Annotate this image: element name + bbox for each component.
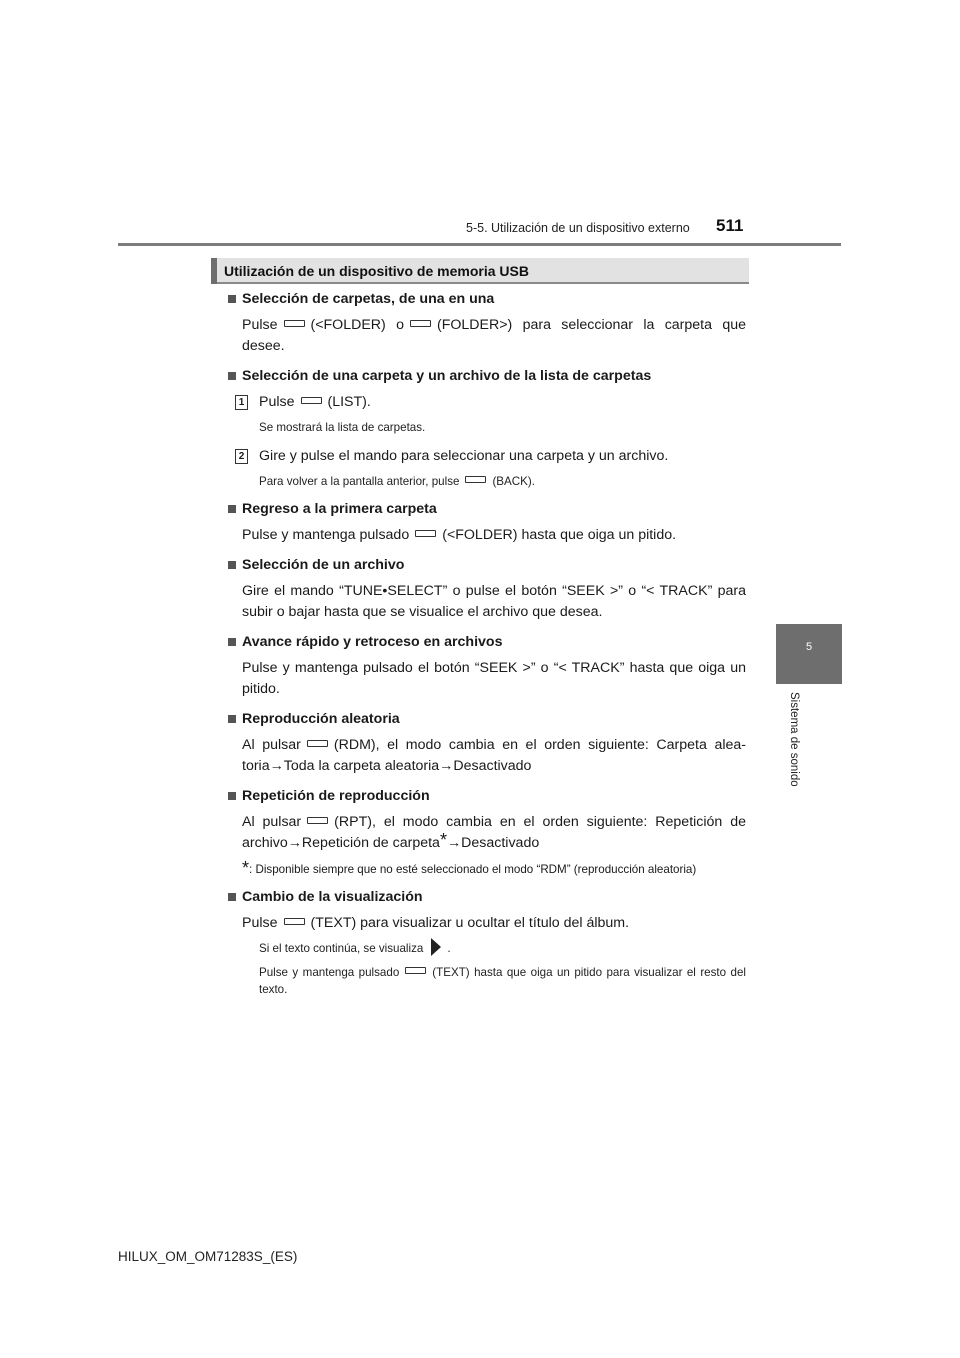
display-note: Pulse y mantenga pulsado (TEXT) hasta que oiga un pitido para visualizar el resto del texto. (259, 966, 746, 996)
button-icon (307, 740, 328, 747)
square-bullet-icon (228, 295, 236, 303)
footnote: *: Disponible siempre que no esté seleccionado el modo “RDM” (reproducción aleatoria) (242, 858, 697, 878)
paragraph: Al pulsar (RDM), el modo cambia en el orden siguiente: Carpeta alea-toria→Toda la carpeta aleatoria→Desactivado (242, 737, 747, 774)
button-icon (410, 320, 431, 327)
heading-random: Reproducción aleatoria (228, 709, 746, 730)
button-icon (284, 320, 305, 327)
heading-first-folder: Regreso a la primera carpeta (228, 499, 746, 520)
section-title: 5-5. Utilización de un dispositivo externo (466, 221, 690, 235)
document-code: HILUX_OM_OM71283S_(ES) (118, 1249, 298, 1264)
step-1: 1 Pulse (LIST). (228, 392, 746, 413)
square-bullet-icon (228, 792, 236, 800)
paragraph: Pulse (TEXT) para visualizar u ocultar el título del álbum. (242, 915, 630, 931)
banner-title: Utilización de un dispositivo de memoria USB (224, 263, 529, 279)
square-bullet-icon (228, 715, 236, 723)
button-icon (465, 476, 486, 483)
paragraph: Gire el mando “TUNE•SELECT” o pulse el botón “SEEK >” o “< TRACK” para subir o bajar hasta que se visualice el archivo que desea. (242, 583, 746, 620)
heading-repeat: Repetición de reproducción (228, 786, 746, 807)
button-icon (307, 817, 328, 824)
paragraph: Pulse (<FOLDER) o (FOLDER>) para seleccionar la carpeta que desee. (242, 317, 746, 354)
step-number: 2 (235, 449, 248, 464)
step-note: Para volver a la pantalla anterior, pulse (BACK). (259, 475, 535, 488)
banner-accent (211, 258, 217, 284)
page-number: 511 (716, 216, 744, 235)
step-2: 2 Gire y pulse el mando para seleccionar una carpeta y un archivo. (228, 446, 746, 467)
step-number: 1 (235, 395, 248, 410)
square-bullet-icon (228, 561, 236, 569)
heading-file-select: Selección de un archivo (228, 555, 746, 576)
step-note: Se mostrará la lista de carpetas. (259, 421, 426, 434)
heading-fast-forward: Avance rápido y retroceso en archivos (228, 632, 746, 653)
square-bullet-icon (228, 372, 236, 380)
paragraph: Pulse y mantenga pulsado el botón “SEEK >” o “< TRACK” hasta que oiga un pitido. (242, 660, 746, 697)
square-bullet-icon (228, 893, 236, 901)
button-icon (405, 967, 426, 974)
chapter-number: 5 (805, 641, 813, 653)
paragraph: Al pulsar (RPT), el modo cambia en el orden siguiente: Repetición de archivo→Repetición de carpeta*→Desactivado (242, 814, 747, 851)
button-icon (415, 530, 436, 537)
square-bullet-icon (228, 638, 236, 646)
button-icon (301, 397, 322, 404)
display-note: Si el texto continúa, se visualiza . (228, 940, 746, 958)
text-continue-icon (431, 938, 441, 956)
heading-folder-select: Selección de carpetas, de una en una (228, 289, 746, 310)
content (228, 289, 746, 998)
heading-display: Cambio de la visualización (228, 887, 746, 908)
chapter-tab (776, 624, 842, 684)
square-bullet-icon (228, 505, 236, 513)
paragraph: Pulse y mantenga pulsado (<FOLDER) hasta que oiga un pitido. (242, 527, 677, 543)
header-rule (118, 243, 841, 246)
heading-folder-list: Selección de una carpeta y un archivo de la lista de carpetas (228, 366, 746, 387)
chapter-title: Sistema de sonido (788, 692, 800, 787)
button-icon (284, 918, 305, 925)
